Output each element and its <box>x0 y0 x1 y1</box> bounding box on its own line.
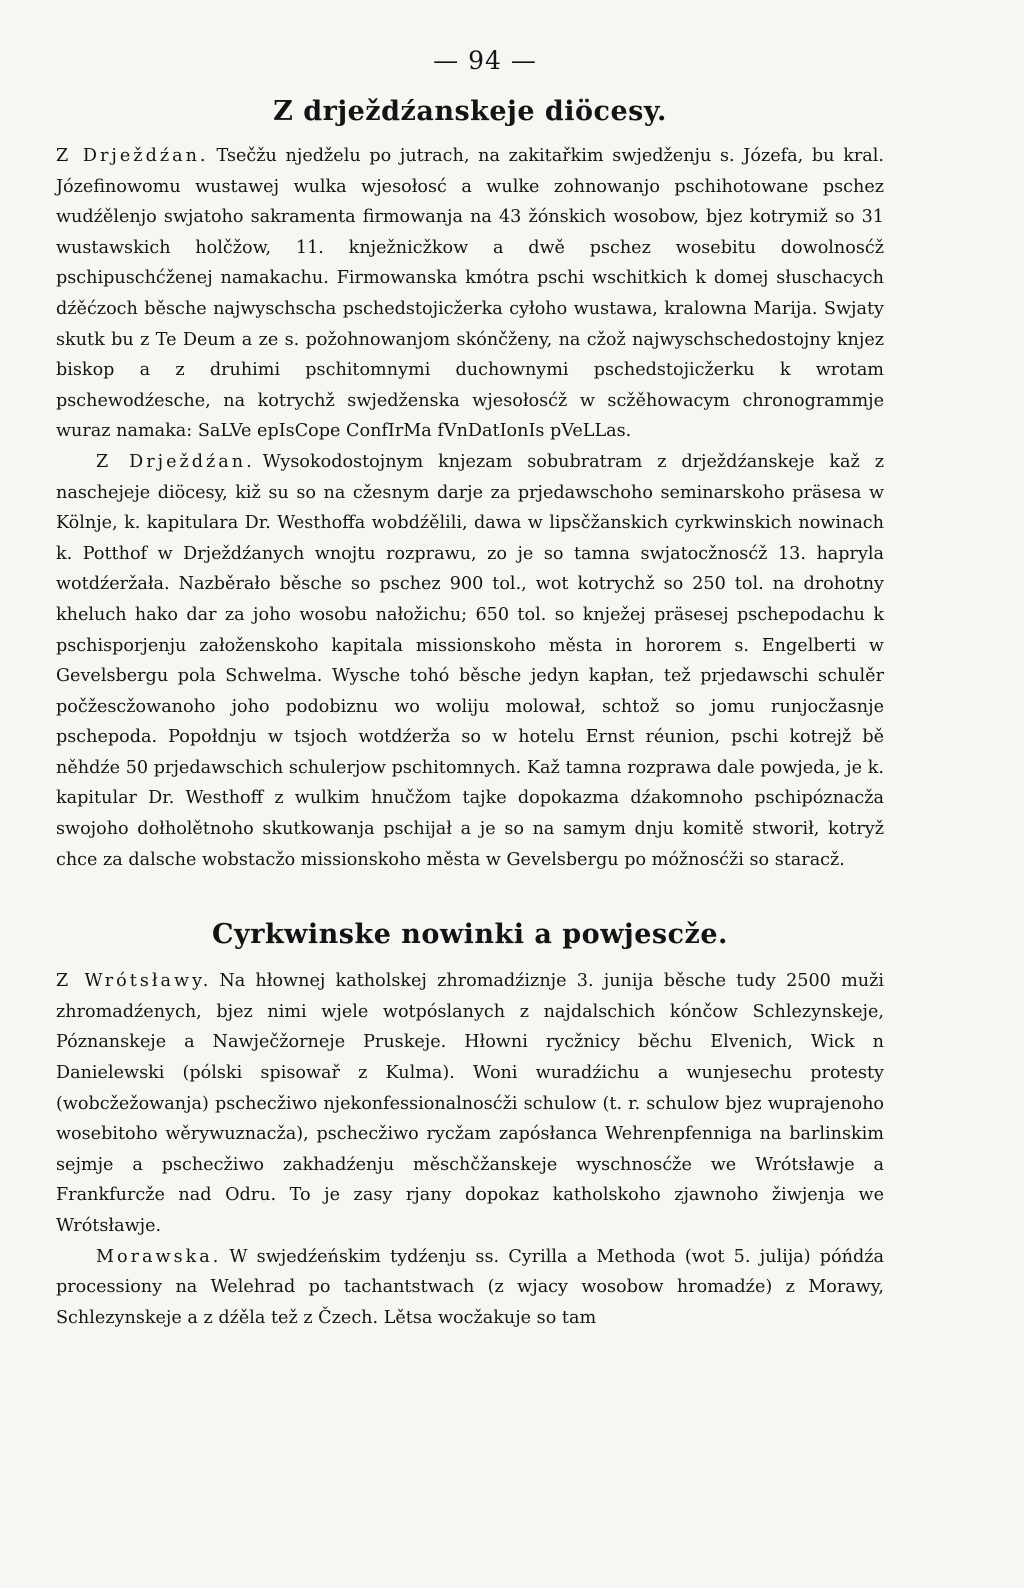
paragraph-lead: Z Wrótsławy. <box>56 971 212 992</box>
paragraph <box>56 141 884 447</box>
section-diocese <box>56 96 884 875</box>
paragraph <box>56 966 884 1241</box>
section-heading: Cyrkwinske nowinki a powjescže. <box>212 919 728 951</box>
paragraph-text: Wysokodostojnym knjezam sobubratram z drježdźanskeje kaž z naschejeje diöcesy, kiž su so na cžesnym darje za prjedawschoho seminarskoho präsesa w Kölnje, k. kapitulara Dr. Westhoffa wobdźělili, dawa w lipsčžanskich cyrkwinskich nowinach k. Potthof w Drježdźanych wnojtu rozprawu, zo je so tamna swjatocžnosćž 13. hapryla wotdźeržała. Nazběrało běsche so pschez 900 tol., wot kotrychž so 250 tol. na drohotny kheluch hako dar za joho wosobu nałožichu; 650 tol. so knježej präsesej pschepodachu k pschisporjenju załoženskoho kapitala missionskoho města in hororem s. Engelberti w Gevelsbergu pola Schwelma. Wysche tohó běsche jedyn kapłan, tež prjedawschi schulěr počžescžowanoho joho podobiznu wo woliju molował, schtož so jomu runjocžasnje pschepoda. Popołdnju w tsjoch wotdźerža so w hotelu Ernst réunion, pschi kotrejž bě něhdźe 50 prjedawschich schulerjow pschitomnych. Kaž tamna rozprawa dale powjeda, je k. kapitular Dr. Westhoff z wulkim hnučžom tajke dopokazma dźakomnoho pschipóznacža swojoho dołholětnoho skutkowanja pschijał a je so na samym dnju komitě stworił, kotryž chce za dalsche wobstacžo missionskoho města w Gevelsbergu po móžnosćži so staracž. <box>56 451 884 870</box>
section-church-news <box>56 919 884 1333</box>
section-heading: Z drježdźanskeje diöcesy. <box>273 96 667 127</box>
paragraph-text: W swjedźeńskim tydźenju ss. Cyrilla a Methoda (wot 5. julija) póńdźa processiony na Welehrad po tachantstwach (z wjacy wosobow hromadźe) z Morawy, Schlezynskeje a z dźěla tež z Čzech. Lětsa wocžakuje so tam <box>56 1246 884 1328</box>
paragraph-lead: Morawska. <box>96 1246 222 1267</box>
paragraph <box>56 1242 884 1334</box>
paragraph-lead: Z Drježdźan. <box>56 146 209 166</box>
paragraph <box>56 447 884 875</box>
paragraph-text: Na hłownej katholskej zhromadźiznje 3. junija běsche tudy 2500 muži zhromadźenych, bjez nimi wjele wotpóslanych z najdalschich kónčow Schlezynskeje, Póznanskeje a Nawječžorneje Pruskeje. Hłowni rycžnicy běchu Elvenich, Wick n Danielewski (pólski spisowař z Kulma). Woni wuradźichu a wunjesechu protesty (wobcžežowanja) pschecžiwo njekonfessionalnosćži schulow (t. r. schulow bjez wuprajenoho wosebitoho wěrywuznacža), pschecžiwo rycžam zapósłanca Wehrenpfenniga na barlinskim sejmje a pschecžiwo zakhadźenju měschčžanskeje wyschnosćže we Wrótsławje a Frankfurcže nad Odru. To je zasy rjany dopokaz katholskoho zjawnoho žiwjenja we Wrótsławje. <box>56 971 884 1236</box>
paragraph-lead: Z Drježdźan. <box>96 451 255 472</box>
paragraph-text: Tsečžu njedželu po jutrach, na zakitařkim swjedženju s. Józefa, bu kral. Józefinowomu wustawej wulka wjesołosć a wulke zohnowanjo pschihotowane pschez wudźělenjo swjatoho sakramenta firmowanja na 43 žónskich wosobow, bjez kotrymiž so 31 wustawskich holčžow, 11. knježnicžkow a dwě pschez wosebitu dowolnosćž pschipuschćženej namakachu. Firmowanska kmótra pschi wschitkich k domej słuschacych dźěćzoch běsche najwyschscha pschedstojicžerka cyłoho wustawa, kralowna Marija. Swjaty skutk bu z Te Deum a ze s. požohnowanjom skónčženy, na cžož najwyschschedostojny knjez biskop a z druhimi pschitomnymi duchownymi pschedstojicžerku k wrotam pschewodźesche, na kotrychž swjedženska wjesołosćž w scžěhowacym chronogrammje wuraz namaka: SaLVe epIsCope ConfIrMa fVnDatIonIs pVeLLas. <box>56 146 884 442</box>
page-number: — 94 — <box>433 46 537 75</box>
